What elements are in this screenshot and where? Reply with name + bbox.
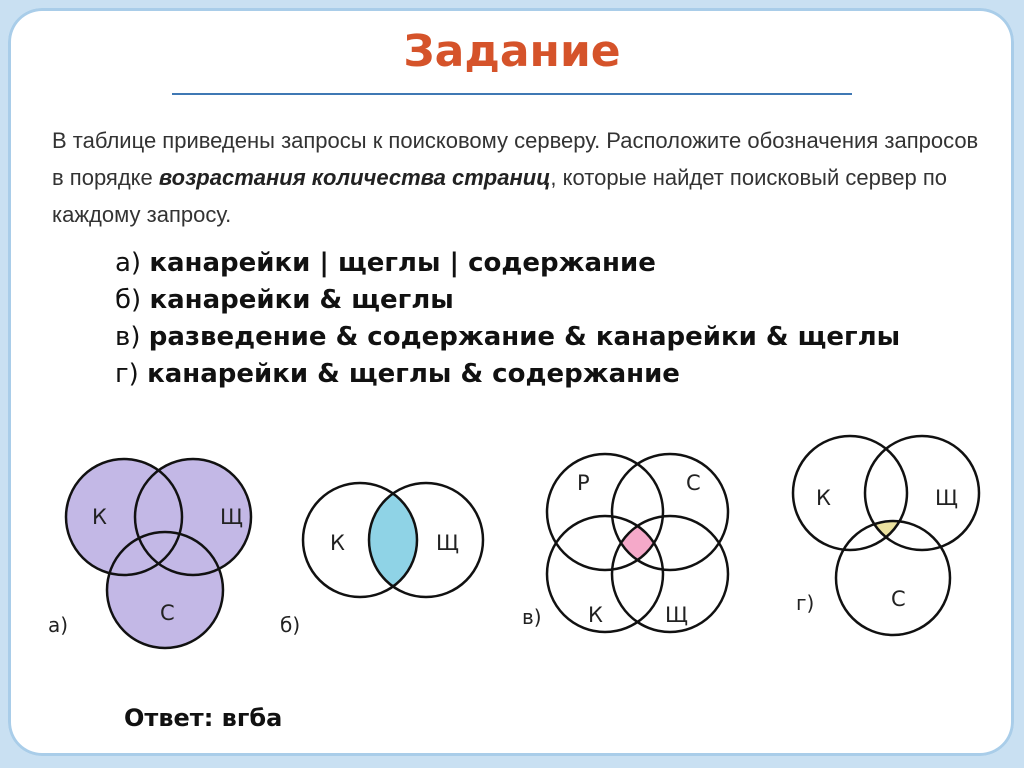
set-label-sh: Щ xyxy=(935,486,958,510)
set-label-sh: Щ xyxy=(665,603,688,627)
set-label-s: С xyxy=(891,587,906,611)
set-label-k: К xyxy=(330,531,345,555)
diagram-label-a: а) xyxy=(48,613,69,637)
answer xyxy=(124,704,282,732)
task-text-end: , которые найдет поисковый сервер по каждому запросу. xyxy=(52,165,948,227)
query-letter: г) xyxy=(115,359,139,389)
venn-diagram-g xyxy=(793,436,979,635)
venn-diagram-b xyxy=(280,483,483,637)
venn-circle-s xyxy=(612,454,728,570)
query-text: канарейки | щеглы | содержание xyxy=(149,248,656,278)
page-title: Задание xyxy=(403,26,621,77)
set-label-k: К xyxy=(92,505,107,529)
venn-circle-k xyxy=(793,436,907,550)
set-label-r: Р xyxy=(577,471,590,495)
answer-value: вгба xyxy=(221,704,283,732)
set-label-sh: Щ xyxy=(220,505,243,529)
venn-diagram-a xyxy=(48,459,251,648)
venn-circle-sh xyxy=(865,436,979,550)
set-label-k: К xyxy=(816,486,831,510)
set-label-sh: Щ xyxy=(436,531,459,555)
query-letter: в) xyxy=(115,322,141,352)
query-letter: б) xyxy=(115,285,142,315)
diagram-label-b: б) xyxy=(280,613,301,637)
query-text: разведение & содержание & канарейки & щеглы xyxy=(148,322,901,352)
set-label-s: С xyxy=(160,601,175,625)
query-letter: а) xyxy=(115,248,142,278)
venn-diagram-v xyxy=(522,454,728,632)
venn-circle-s xyxy=(836,521,950,635)
answer-label: Ответ: xyxy=(124,704,214,732)
query-text: канарейки & щеглы xyxy=(149,285,454,315)
diagram-label-v: в) xyxy=(522,605,542,629)
venn-circle-r xyxy=(547,454,663,570)
task-text-start: В таблице приведены запросы к поисковому серверу. Расположите обозначения запросов в порядке xyxy=(52,128,979,190)
venn-circle-k xyxy=(547,516,663,632)
set-label-k: К xyxy=(588,603,603,627)
set-label-s: С xyxy=(686,471,701,495)
task-emphasis: возрастания количества страниц xyxy=(158,165,551,190)
diagram-label-g: г) xyxy=(796,591,815,615)
query-text: канарейки & щеглы & содержание xyxy=(147,359,680,389)
